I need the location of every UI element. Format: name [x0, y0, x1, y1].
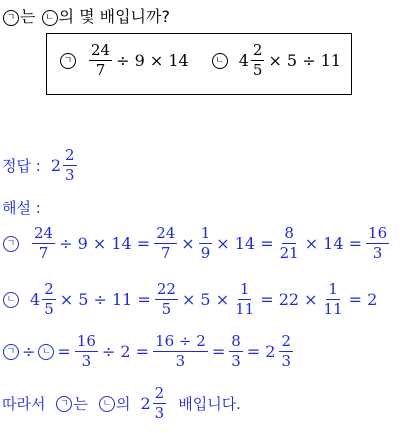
fraction: $\frac{1}{11}$	[235, 280, 255, 318]
circle-nieun: ㄴ	[99, 396, 115, 412]
fraction: $\frac{1}{9}$	[200, 224, 211, 262]
circle-giyeok: ㄱ	[56, 396, 72, 412]
conclusion-line	[2, 386, 241, 421]
circle-giyeok: ㄱ	[60, 53, 76, 69]
operator-text: × 14 =	[304, 234, 363, 253]
conclusion-int: 2	[140, 394, 151, 413]
question-part2: 의 몇 배입니까?	[58, 7, 170, 26]
operator-text: = 2	[348, 290, 378, 309]
conclusion-mid1: 는	[73, 395, 88, 413]
fraction: $\frac{22}{5}$	[156, 280, 176, 318]
answer-int: 2	[50, 156, 61, 175]
expression-a	[59, 43, 343, 78]
explanation-label: 해설 :	[2, 199, 41, 217]
fraction: $\frac{24}{7}$	[156, 224, 176, 262]
question-text	[2, 4, 170, 27]
expression-b-rest: × 5 ÷ 11	[268, 51, 342, 70]
fraction: $\frac{1}{11}$	[323, 280, 343, 318]
fraction: $\frac{2}{5}$	[252, 41, 263, 79]
operator-text: × 5 ×	[181, 290, 230, 309]
fraction: $\frac{16}{3}$	[76, 332, 96, 370]
explanation-line-1	[2, 226, 391, 261]
circle-nieun: ㄴ	[212, 53, 228, 69]
fraction: $\frac{16}{3}$	[368, 224, 388, 262]
operator-text: =	[57, 342, 71, 361]
operator-text: ÷ 2 =	[101, 342, 150, 361]
expression-a-rest: ÷ 9 × 14	[116, 51, 189, 70]
conclusion-mid2: 의	[115, 395, 131, 413]
operator-text: = 2	[246, 342, 276, 361]
fraction: $\frac{24}{7}$	[91, 41, 111, 79]
fraction: $\frac{24}{7}$	[34, 224, 54, 262]
mixed-int: 4	[238, 51, 249, 70]
conclusion-suffix: 배입니다.	[178, 395, 241, 413]
explanation-line-2	[2, 282, 379, 317]
operator-text: =	[211, 342, 226, 361]
operator-text: × 14 =	[216, 234, 274, 253]
operator-text: = 22 ×	[260, 290, 318, 309]
explanation-line-3	[2, 334, 295, 369]
mixed-int: 4	[30, 290, 41, 309]
answer-label: 정답 :	[2, 157, 41, 175]
operator-text: ÷	[22, 342, 36, 361]
conclusion-fraction: $\frac{2}{3}$	[154, 384, 165, 422]
fraction: $\frac{2}{5}$	[44, 280, 54, 318]
fraction: $\frac{8}{3}$	[231, 332, 241, 370]
circle-giyeok: ㄱ	[3, 10, 19, 26]
answer-line	[2, 148, 79, 183]
operator-text: ÷ 9 × 14 =	[59, 234, 151, 253]
circle-nieun: ㄴ	[3, 292, 19, 308]
circle-giyeok: ㄱ	[3, 344, 19, 360]
conclusion-prefix: 따라서	[2, 395, 46, 413]
fraction: $\frac{8}{21}$	[279, 224, 299, 262]
operator-text: × 5 ÷ 11 =	[59, 290, 151, 309]
circle-giyeok: ㄱ	[3, 236, 19, 252]
answer-fraction: $\frac{2}{3}$	[65, 146, 75, 184]
question-part1: 는	[20, 7, 36, 26]
circle-nieun: ㄴ	[38, 344, 54, 360]
operator-text: ×	[181, 234, 195, 253]
circle-nieun: ㄴ	[42, 10, 58, 26]
expression-box	[46, 33, 352, 95]
fraction: $\frac{2}{3}$	[281, 332, 291, 370]
fraction: $\frac{16 \div 2}{3}$	[155, 332, 206, 370]
